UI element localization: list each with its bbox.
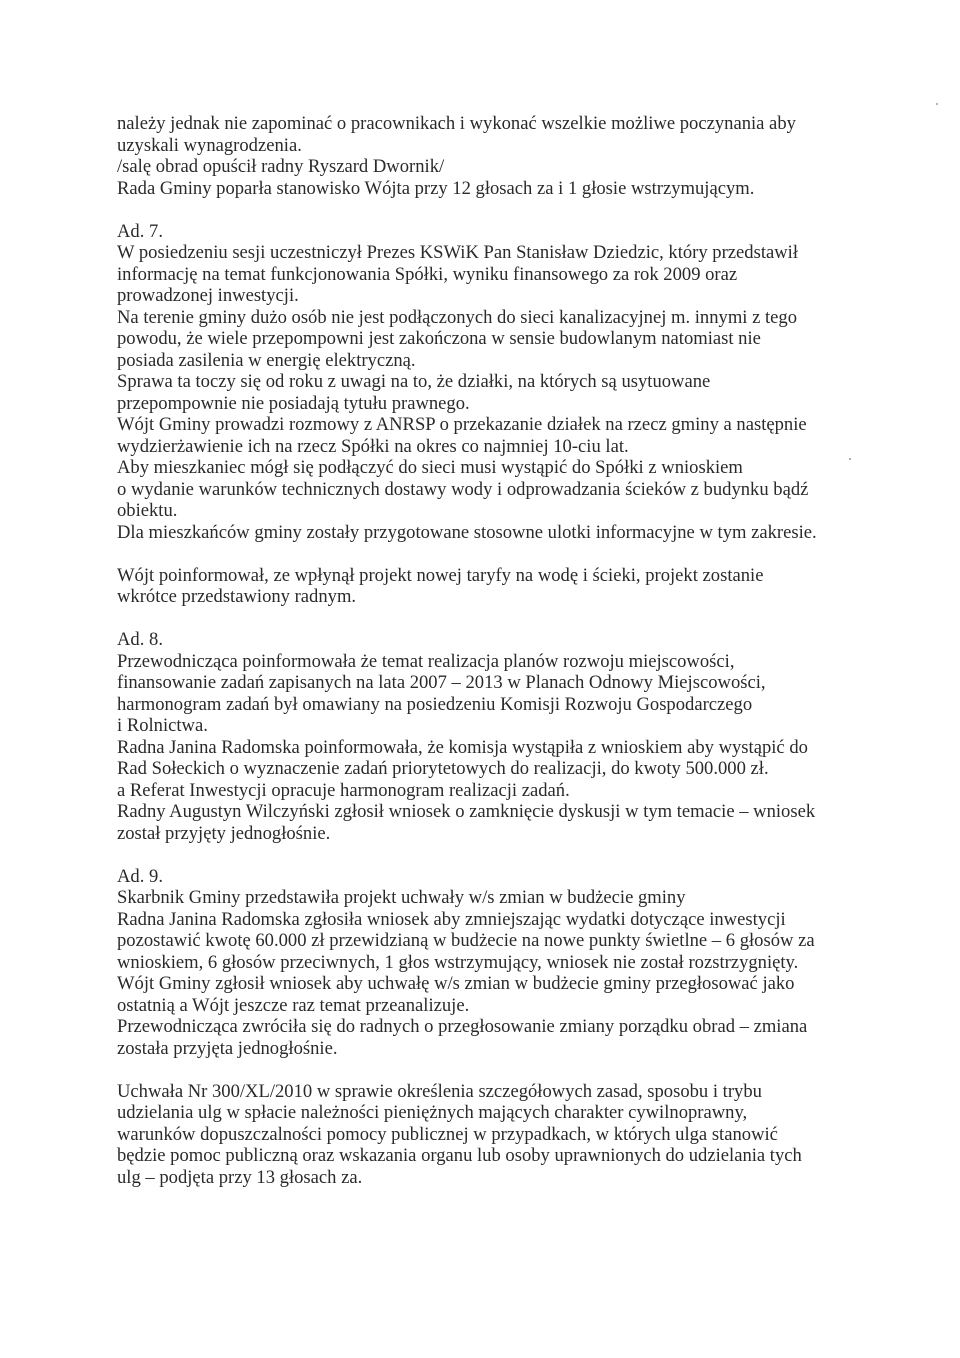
text-line: o wydanie warunków technicznych dostawy wody i odprowadzania ścieków z budynku bądź [117,478,809,500]
text-line: obiektu. [117,500,178,521]
text-line: Sprawa ta toczy się od roku z uwagi na to, że działki, na których są usytuowane [117,371,711,392]
paragraph-gap [117,199,897,221]
text-line: W posiedzeniu sesji uczestniczył Prezes KSWiK Pan Stanisław Dziedzic, który przedstawił [117,242,799,263]
text-line: finansowanie zadań zapisanych na lata 2007 – 2013 w Planach Odnowy Miejscowości, [117,672,766,693]
text-line: został przyjęty jednogłośnie. [117,822,331,844]
text-line: Wójt Gminy prowadzi rozmowy z ANRSP o przekazanie działek na rzecz gminy a następnie [117,414,807,435]
text-line: Skarbnik Gminy przedstawiła projekt uchwały w/s zmian w budżecie gminy [117,887,686,908]
text-line: Ad. 8. [117,629,163,650]
document-text [117,113,897,1188]
text-line: ulg – podjęta przy 13 głosach za. [117,1166,363,1188]
text-line: warunków dopuszczalności pomocy publicznej w przypadkach, w których ulga stanowić [117,1123,778,1145]
text-line: Aby mieszkaniec mógł się podłączyć do sieci musi wystąpić do Spółki z wnioskiem [117,457,743,478]
text-line: i Rolnictwa. [117,715,208,736]
text-line: harmonogram zadań był omawiany na posiedzeniu Komisji Rozwoju Gospodarczego [117,693,753,715]
paragraph-gap [117,543,897,565]
text-line: Radna Janina Radomska poinformowała, że komisja wystąpiła z wnioskiem aby wystąpić do [117,736,808,758]
scan-speck [936,103,938,105]
text-line: wnioskiem, 6 głosów przeciwnych, 1 głos wstrzymujący, wniosek nie został rozstrzygnięty. [117,951,799,973]
text-line: pozostawić kwotę 60.000 zł przewidzianą w budżecie na nowe punkty świetlne – 6 głosów za [117,930,815,951]
text-line: /salę obrad opuścił radny Ryszard Dwornik/ [117,156,445,177]
text-line: Rad Sołeckich o wyznaczenie zadań priorytetowych do realizacji, do kwoty 500.000 zł. [117,758,769,779]
text-line: Uchwała Nr 300/XL/2010 w sprawie określenia szczegółowych zasad, sposobu i trybu [117,1080,762,1102]
text-line: uzyskali wynagrodzenia. [117,134,302,156]
text-line: będzie pomoc publiczną oraz wskazania organu lub osoby uprawnionych do udzielania tych [117,1145,802,1166]
text-line: wkrótce przedstawiony radnym. [117,586,357,607]
text-line: Wójt poinformował, ze wpłynął projekt nowej taryfy na wodę i ścieki, projekt zostanie [117,564,764,586]
text-line: Radna Janina Radomska zgłosiła wniosek aby zmniejszając wydatki dotyczące inwestycji [117,908,786,930]
text-line: prowadzonej inwestycji. [117,285,299,306]
text-line: wydzierżawienie ich na rzecz Spółki na okres co najmniej 10-ciu lat. [117,435,629,457]
text-line: Dla mieszkańców gminy zostały przygotowane stosowne ulotki informacyjne w tym zakresie. [117,521,817,543]
text-line: ostatnią a Wójt jeszcze raz temat przeanalizuje. [117,994,470,1016]
paragraph-gap [117,844,897,866]
text-line: Ad. 7. [117,220,163,242]
text-line: Radny Augustyn Wilczyński zgłosił wniosek o zamknięcie dyskusji w tym temacie – wniosek [117,801,816,822]
text-line: należy jednak nie zapominać o pracownikach i wykonać wszelkie możliwe poczynania aby [117,113,796,134]
text-line: powodu, że wiele przepompowni jest zakończona w sensie budowlanym natomiast nie [117,328,761,349]
text-line: Wójt Gminy zgłosił wniosek aby uchwałę w/s zmian w budżecie gminy przegłosować jako [117,973,795,994]
paragraph-gap [117,608,897,630]
text-line: Przewodnicząca poinformowała że temat realizacja planów rozwoju miejscowości, [117,650,735,672]
text-line: Ad. 9. [117,865,163,887]
text-line: udzielania ulg w spłacie należności pieniężnych mających charakter cywilnoprawny, [117,1102,748,1123]
text-line: informację na temat funkcjonowania Spółki, wyniku finansowego za rok 2009 oraz [117,263,738,285]
text-line: Na terenie gminy dużo osób nie jest podłączonych do sieci kanalizacyjnej m. innymi z tego [117,306,798,328]
text-line: Przewodnicząca zwróciła się do radnych o przegłosowanie zmiany porządku obrad – zmiana [117,1016,808,1037]
text-line: Rada Gminy poparła stanowisko Wójta przy 12 głosach za i 1 głosie wstrzymującym. [117,177,755,199]
text-line: a Referat Inwestycji opracuje harmonogram realizacji zadań. [117,779,570,801]
text-line: posiada zasilenia w energię elektryczną. [117,349,416,371]
text-line: została przyjęta jednogłośnie. [117,1037,338,1059]
text-line: przepompownie nie posiadają tytułu prawnego. [117,392,470,414]
paragraph-gap [117,1059,897,1081]
